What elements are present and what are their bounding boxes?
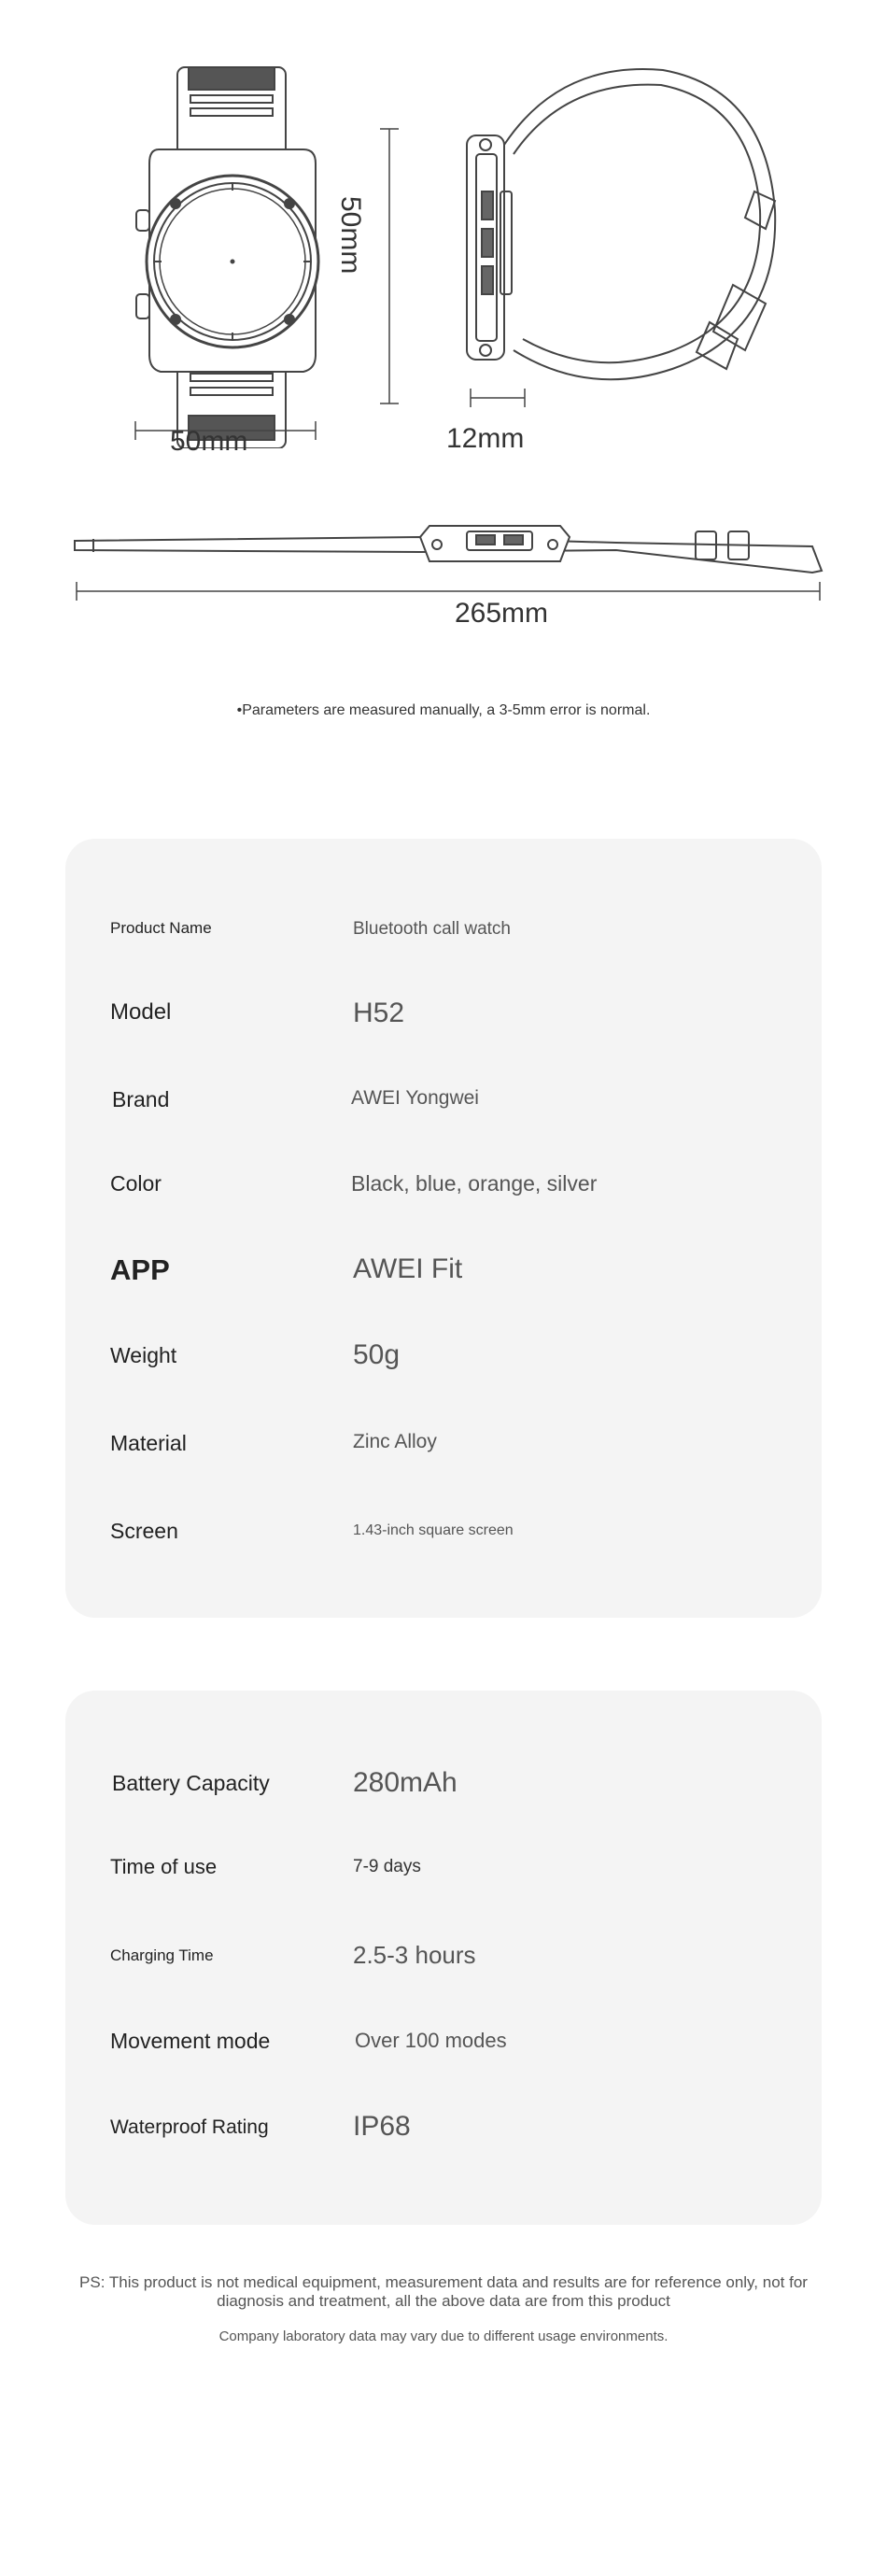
spec-value: AWEI Fit xyxy=(353,1253,463,1284)
spec-label: Color xyxy=(110,1171,162,1196)
spec-label: Weight xyxy=(110,1343,177,1367)
spec-label: Material xyxy=(110,1431,187,1455)
spec-label: Screen xyxy=(110,1519,178,1543)
spec-label: Battery Capacity xyxy=(112,1771,270,1795)
spec-value: Over 100 modes xyxy=(355,2029,507,2052)
disclaimer-lab-data: Company laboratory data may vary due to different usage environments. xyxy=(218,2328,669,2344)
spec-label: Model xyxy=(110,999,172,1025)
disclaimer-medical: PS: This product is not medical equipment, measurement data and results are for reference only, not for diagnosis and treatment, all the above data are from this product xyxy=(79,2273,808,2310)
spec-label: Time of use xyxy=(110,1855,218,1878)
spec-value: 7-9 days xyxy=(353,1857,421,1876)
height-dimension-label: 50mm xyxy=(335,196,366,275)
spec-value: 2.5-3 hours xyxy=(353,1941,476,1969)
length-dimension-label: 265mm xyxy=(455,598,549,629)
watch-front-view-drawing xyxy=(93,47,486,448)
spec-card-basic xyxy=(65,839,822,1618)
spec-value: Zinc Alloy xyxy=(353,1431,437,1452)
spec-value: 1.43-inch square screen xyxy=(353,1522,514,1538)
watch-side-view-drawing xyxy=(448,51,803,416)
spec-label: Product Name xyxy=(110,919,212,937)
spec-value: 280mAh xyxy=(353,1767,458,1798)
spec-value: H52 xyxy=(353,998,405,1028)
measurement-note: •Parameters are measured manually, a 3-5mm error is normal. xyxy=(236,702,651,718)
spec-value: IP68 xyxy=(353,2111,411,2142)
thickness-dimension-label: 12mm xyxy=(446,423,525,454)
spec-value: 50g xyxy=(353,1339,401,1370)
spec-label: Waterproof Rating xyxy=(110,2116,269,2138)
spec-value: Black, blue, orange, silver xyxy=(351,1171,598,1196)
width-dimension-label: 50mm xyxy=(170,426,248,457)
spec-label: Movement mode xyxy=(110,2029,271,2053)
spec-label: Charging Time xyxy=(110,1946,214,1964)
spec-label: APP xyxy=(110,1253,170,1286)
watch-flat-view-drawing xyxy=(65,509,831,602)
spec-label: Brand xyxy=(112,1087,170,1111)
spec-value: AWEI Yongwei xyxy=(351,1087,479,1109)
spec-value: Bluetooth call watch xyxy=(353,919,511,939)
spec-card-battery xyxy=(65,1691,822,2225)
